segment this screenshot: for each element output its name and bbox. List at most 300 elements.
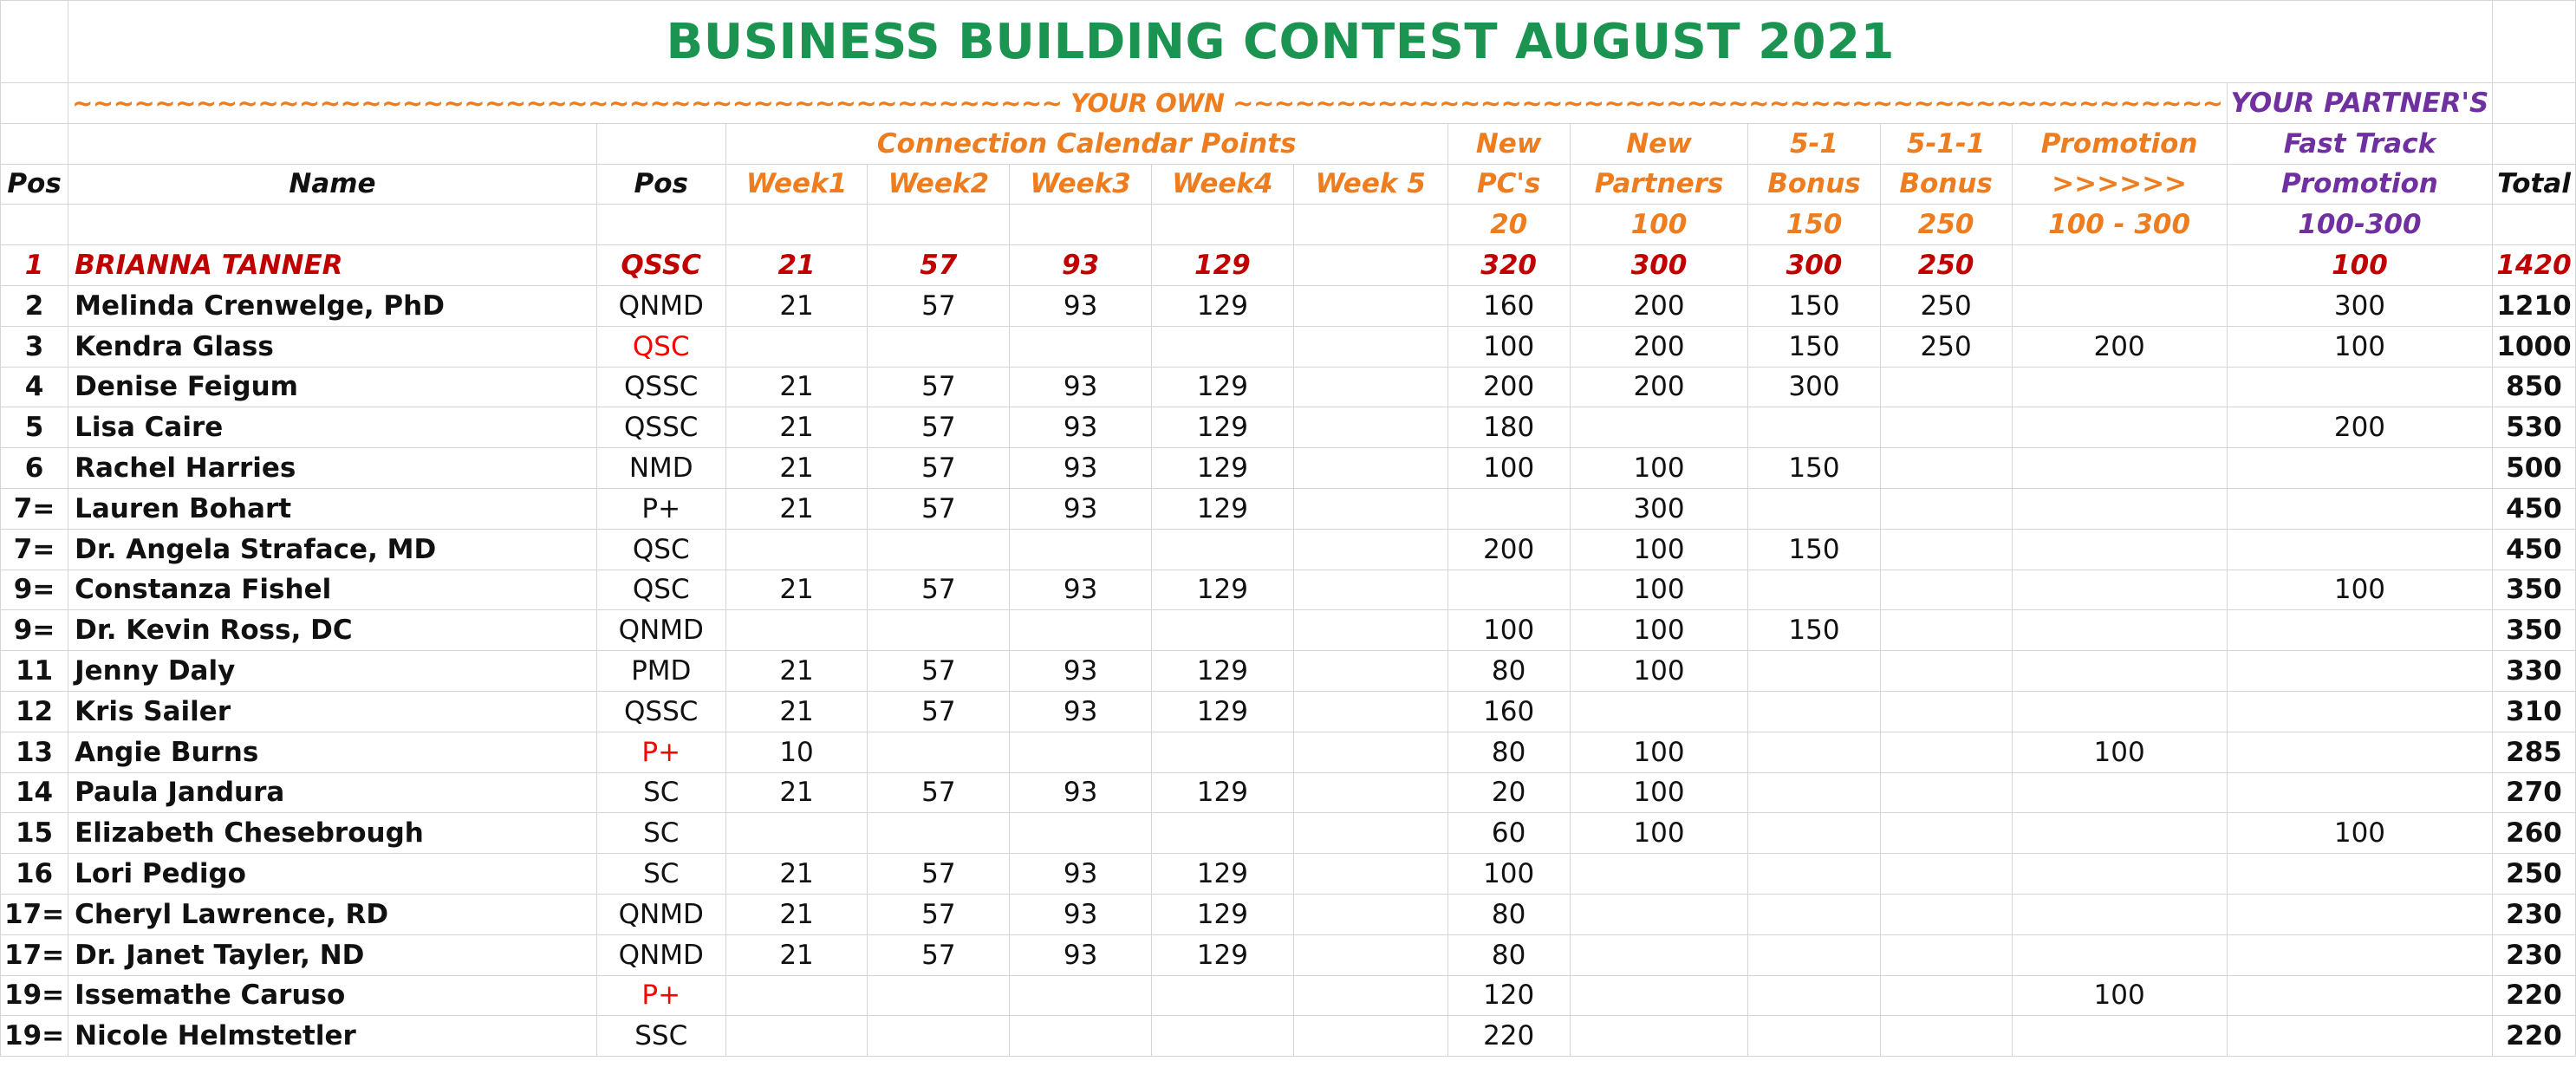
promotion-cell[interactable] [2012,448,2227,489]
bonus-5-1-cell[interactable] [1748,975,1880,1016]
position-cell[interactable]: NMD [596,448,725,489]
promotion-cell[interactable] [2012,1016,2227,1057]
position-cell[interactable]: QSC [596,326,725,367]
name-cell[interactable]: Nicole Helmstetler [68,1016,597,1057]
cell[interactable] [2493,1,2575,83]
promotion-cell[interactable] [2012,610,2227,651]
week1-cell[interactable]: 21 [725,367,868,407]
new-partners-cell[interactable]: 100 [1570,529,1748,570]
name-cell[interactable]: Elizabeth Chesebrough [68,813,597,854]
week5-cell[interactable] [1293,1016,1447,1057]
week4-cell[interactable]: 129 [1152,691,1294,732]
total-cell[interactable]: 500 [2493,448,2575,489]
position-cell[interactable]: SC [596,813,725,854]
bonus-5-1-cell[interactable]: 150 [1748,529,1880,570]
fast-track-cell[interactable] [2227,488,2493,529]
fast-track-cell[interactable] [2227,1016,2493,1057]
fast-track-cell[interactable] [2227,854,2493,895]
week1-cell[interactable] [725,975,868,1016]
new-partners-cell[interactable] [1570,407,1748,448]
bonus-5-1-1-cell[interactable] [1880,732,2012,772]
rank-cell[interactable]: 9= [1,610,68,651]
name-cell[interactable]: Denise Feigum [68,367,597,407]
cell[interactable] [68,123,597,164]
fast-track-cell[interactable] [2227,975,2493,1016]
bonus-5-1-cell[interactable] [1748,691,1880,732]
week5-cell[interactable] [1293,570,1447,610]
week5-cell[interactable] [1293,691,1447,732]
week4-cell[interactable]: 129 [1152,407,1294,448]
total-cell[interactable]: 220 [2493,975,2575,1016]
week4-cell[interactable] [1152,732,1294,772]
week5-cell[interactable] [1293,367,1447,407]
week4-cell[interactable]: 129 [1152,245,1294,286]
week3-cell[interactable]: 93 [1010,894,1152,934]
bonus-5-1-1-cell[interactable] [1880,1016,2012,1057]
fast-track-cell[interactable] [2227,610,2493,651]
cell[interactable] [1010,205,1152,245]
bonus-5-1-cell[interactable] [1748,732,1880,772]
bonus-5-1-1-cell[interactable] [1880,570,2012,610]
new-partners-cell[interactable] [1570,691,1748,732]
week5-cell[interactable] [1293,813,1447,854]
new-pcs-cell[interactable]: 80 [1447,732,1570,772]
cell[interactable] [868,205,1010,245]
bonus-5-1-cell[interactable] [1748,570,1880,610]
name-cell[interactable]: Issemathe Caruso [68,975,597,1016]
week3-cell[interactable]: 93 [1010,854,1152,895]
position-cell[interactable]: QSSC [596,691,725,732]
week3-cell[interactable] [1010,975,1152,1016]
week2-cell[interactable] [868,1016,1010,1057]
bonus-5-1-1-cell[interactable] [1880,407,2012,448]
bonus-5-1-cell[interactable]: 150 [1748,326,1880,367]
week2-cell[interactable] [868,610,1010,651]
position-cell[interactable]: QSC [596,529,725,570]
bonus-5-1-1-cell[interactable] [1880,813,2012,854]
week4-cell[interactable] [1152,1016,1294,1057]
bonus-5-1-1-cell[interactable] [1880,448,2012,489]
week2-cell[interactable]: 57 [868,854,1010,895]
rank-cell[interactable]: 11 [1,651,68,692]
name-cell[interactable]: Rachel Harries [68,448,597,489]
new-pcs-cell[interactable]: 120 [1447,975,1570,1016]
week1-cell[interactable]: 21 [725,934,868,975]
week3-cell[interactable] [1010,732,1152,772]
total-cell[interactable]: 450 [2493,529,2575,570]
total-cell[interactable]: 230 [2493,894,2575,934]
new-partners-cell[interactable]: 300 [1570,488,1748,529]
week1-cell[interactable]: 21 [725,488,868,529]
cell[interactable] [2493,83,2575,124]
new-partners-cell[interactable]: 300 [1570,245,1748,286]
total-cell[interactable]: 450 [2493,488,2575,529]
week4-cell[interactable] [1152,529,1294,570]
total-cell[interactable]: 310 [2493,691,2575,732]
cell[interactable] [1293,205,1447,245]
fast-track-cell[interactable]: 300 [2227,285,2493,326]
week1-cell[interactable]: 21 [725,651,868,692]
fast-track-cell[interactable]: 100 [2227,245,2493,286]
bonus-5-1-1-cell[interactable] [1880,367,2012,407]
cell[interactable] [1,205,68,245]
promotion-cell[interactable] [2012,651,2227,692]
new-pcs-cell[interactable]: 60 [1447,813,1570,854]
new-partners-cell[interactable]: 100 [1570,813,1748,854]
bonus-5-1-1-cell[interactable] [1880,691,2012,732]
new-partners-cell[interactable]: 100 [1570,732,1748,772]
rank-cell[interactable]: 6 [1,448,68,489]
week4-cell[interactable] [1152,975,1294,1016]
bonus-5-1-cell[interactable] [1748,407,1880,448]
rank-cell[interactable]: 17= [1,934,68,975]
week3-cell[interactable]: 93 [1010,448,1152,489]
name-cell[interactable]: Angie Burns [68,732,597,772]
position-cell[interactable]: QNMD [596,285,725,326]
name-cell[interactable]: Lauren Bohart [68,488,597,529]
promotion-cell[interactable] [2012,691,2227,732]
bonus-5-1-cell[interactable] [1748,488,1880,529]
fast-track-cell[interactable] [2227,651,2493,692]
position-cell[interactable]: QNMD [596,894,725,934]
week5-cell[interactable] [1293,488,1447,529]
week1-cell[interactable] [725,610,868,651]
fast-track-cell[interactable] [2227,448,2493,489]
week3-cell[interactable]: 93 [1010,651,1152,692]
name-cell[interactable]: Dr. Kevin Ross, DC [68,610,597,651]
week2-cell[interactable]: 57 [868,570,1010,610]
week4-cell[interactable]: 129 [1152,488,1294,529]
total-cell[interactable]: 250 [2493,854,2575,895]
week1-cell[interactable] [725,326,868,367]
fast-track-cell[interactable] [2227,894,2493,934]
promotion-cell[interactable] [2012,407,2227,448]
rank-cell[interactable]: 9= [1,570,68,610]
new-partners-cell[interactable]: 200 [1570,367,1748,407]
new-pcs-cell[interactable]: 80 [1447,651,1570,692]
cell[interactable] [2493,205,2575,245]
week5-cell[interactable] [1293,975,1447,1016]
position-cell[interactable]: QNMD [596,610,725,651]
new-pcs-cell[interactable]: 160 [1447,285,1570,326]
promotion-cell[interactable]: 200 [2012,326,2227,367]
rank-cell[interactable]: 1 [1,245,68,286]
week3-cell[interactable]: 93 [1010,245,1152,286]
name-cell[interactable]: Constanza Fishel [68,570,597,610]
position-cell[interactable]: P+ [596,975,725,1016]
new-pcs-cell[interactable]: 160 [1447,691,1570,732]
promotion-cell[interactable]: 100 [2012,975,2227,1016]
total-cell[interactable]: 260 [2493,813,2575,854]
fast-track-cell[interactable] [2227,934,2493,975]
bonus-5-1-cell[interactable] [1748,1016,1880,1057]
promotion-cell[interactable] [2012,245,2227,286]
week2-cell[interactable]: 57 [868,772,1010,813]
week5-cell[interactable] [1293,285,1447,326]
position-cell[interactable]: SSC [596,1016,725,1057]
new-partners-cell[interactable] [1570,894,1748,934]
position-cell[interactable]: PMD [596,651,725,692]
rank-cell[interactable]: 14 [1,772,68,813]
new-pcs-cell[interactable]: 180 [1447,407,1570,448]
bonus-5-1-cell[interactable] [1748,934,1880,975]
week3-cell[interactable]: 93 [1010,772,1152,813]
week2-cell[interactable]: 57 [868,245,1010,286]
week5-cell[interactable] [1293,326,1447,367]
new-partners-cell[interactable] [1570,1016,1748,1057]
fast-track-cell[interactable] [2227,772,2493,813]
week5-cell[interactable] [1293,772,1447,813]
cell[interactable] [68,205,597,245]
bonus-5-1-1-cell[interactable] [1880,934,2012,975]
week5-cell[interactable] [1293,854,1447,895]
week1-cell[interactable]: 21 [725,772,868,813]
bonus-5-1-cell[interactable] [1748,772,1880,813]
week2-cell[interactable]: 57 [868,407,1010,448]
cell[interactable] [1,1,68,83]
position-cell[interactable]: SC [596,772,725,813]
week2-cell[interactable]: 57 [868,367,1010,407]
new-partners-cell[interactable]: 200 [1570,285,1748,326]
fast-track-cell[interactable]: 100 [2227,813,2493,854]
position-cell[interactable]: SC [596,854,725,895]
position-cell[interactable]: P+ [596,732,725,772]
week4-cell[interactable]: 129 [1152,570,1294,610]
week1-cell[interactable]: 21 [725,894,868,934]
week3-cell[interactable] [1010,1016,1152,1057]
total-cell[interactable]: 220 [2493,1016,2575,1057]
week5-cell[interactable] [1293,934,1447,975]
week3-cell[interactable]: 93 [1010,691,1152,732]
week4-cell[interactable]: 129 [1152,367,1294,407]
bonus-5-1-1-cell[interactable] [1880,894,2012,934]
new-pcs-cell[interactable]: 220 [1447,1016,1570,1057]
rank-cell[interactable]: 13 [1,732,68,772]
week4-cell[interactable]: 129 [1152,894,1294,934]
week3-cell[interactable] [1010,610,1152,651]
week2-cell[interactable] [868,732,1010,772]
week3-cell[interactable]: 93 [1010,285,1152,326]
new-pcs-cell[interactable]: 100 [1447,854,1570,895]
rank-cell[interactable]: 4 [1,367,68,407]
bonus-5-1-1-cell[interactable]: 250 [1880,285,2012,326]
total-cell[interactable]: 350 [2493,570,2575,610]
cell[interactable] [2493,123,2575,164]
week2-cell[interactable] [868,529,1010,570]
total-cell[interactable]: 330 [2493,651,2575,692]
week2-cell[interactable] [868,813,1010,854]
new-partners-cell[interactable]: 100 [1570,651,1748,692]
week5-cell[interactable] [1293,610,1447,651]
promotion-cell[interactable] [2012,367,2227,407]
new-pcs-cell[interactable]: 80 [1447,934,1570,975]
fast-track-cell[interactable]: 100 [2227,326,2493,367]
week5-cell[interactable] [1293,732,1447,772]
bonus-5-1-1-cell[interactable] [1880,651,2012,692]
week5-cell[interactable] [1293,651,1447,692]
position-cell[interactable]: QSSC [596,367,725,407]
week4-cell[interactable]: 129 [1152,651,1294,692]
cell[interactable] [1152,205,1294,245]
promotion-cell[interactable] [2012,529,2227,570]
new-partners-cell[interactable]: 100 [1570,610,1748,651]
rank-cell[interactable]: 3 [1,326,68,367]
new-partners-cell[interactable]: 200 [1570,326,1748,367]
name-cell[interactable]: Dr. Angela Straface, MD [68,529,597,570]
week1-cell[interactable]: 21 [725,407,868,448]
cell[interactable] [596,123,725,164]
bonus-5-1-cell[interactable] [1748,894,1880,934]
cell[interactable] [725,205,868,245]
week4-cell[interactable] [1152,813,1294,854]
rank-cell[interactable]: 7= [1,529,68,570]
new-pcs-cell[interactable]: 320 [1447,245,1570,286]
bonus-5-1-cell[interactable]: 150 [1748,448,1880,489]
week1-cell[interactable] [725,1016,868,1057]
week2-cell[interactable]: 57 [868,285,1010,326]
rank-cell[interactable]: 12 [1,691,68,732]
week2-cell[interactable] [868,326,1010,367]
position-cell[interactable]: QSSC [596,245,725,286]
rank-cell[interactable]: 5 [1,407,68,448]
new-partners-cell[interactable]: 100 [1570,772,1748,813]
week2-cell[interactable] [868,975,1010,1016]
rank-cell[interactable]: 7= [1,488,68,529]
promotion-cell[interactable]: 100 [2012,732,2227,772]
week5-cell[interactable] [1293,448,1447,489]
position-cell[interactable]: QSSC [596,407,725,448]
new-pcs-cell[interactable] [1447,570,1570,610]
week1-cell[interactable]: 21 [725,854,868,895]
bonus-5-1-1-cell[interactable] [1880,854,2012,895]
bonus-5-1-1-cell[interactable] [1880,488,2012,529]
week1-cell[interactable]: 21 [725,570,868,610]
promotion-cell[interactable] [2012,285,2227,326]
promotion-cell[interactable] [2012,772,2227,813]
week1-cell[interactable] [725,813,868,854]
bonus-5-1-1-cell[interactable] [1880,975,2012,1016]
new-partners-cell[interactable] [1570,934,1748,975]
week5-cell[interactable] [1293,529,1447,570]
name-cell[interactable]: Lori Pedigo [68,854,597,895]
week4-cell[interactable] [1152,610,1294,651]
cell[interactable] [596,205,725,245]
total-cell[interactable]: 230 [2493,934,2575,975]
bonus-5-1-1-cell[interactable] [1880,772,2012,813]
bonus-5-1-cell[interactable]: 150 [1748,610,1880,651]
cell[interactable] [1,83,68,124]
bonus-5-1-cell[interactable]: 300 [1748,367,1880,407]
week3-cell[interactable] [1010,326,1152,367]
bonus-5-1-cell[interactable] [1748,651,1880,692]
week3-cell[interactable]: 93 [1010,367,1152,407]
week3-cell[interactable]: 93 [1010,488,1152,529]
new-pcs-cell[interactable]: 100 [1447,448,1570,489]
name-cell[interactable]: Dr. Janet Tayler, ND [68,934,597,975]
total-cell[interactable]: 285 [2493,732,2575,772]
position-cell[interactable]: QSC [596,570,725,610]
bonus-5-1-1-cell[interactable]: 250 [1880,326,2012,367]
new-pcs-cell[interactable] [1447,488,1570,529]
rank-cell[interactable]: 16 [1,854,68,895]
bonus-5-1-1-cell[interactable] [1880,610,2012,651]
position-cell[interactable]: QNMD [596,934,725,975]
week2-cell[interactable]: 57 [868,894,1010,934]
week4-cell[interactable] [1152,326,1294,367]
week4-cell[interactable]: 129 [1152,448,1294,489]
week3-cell[interactable]: 93 [1010,934,1152,975]
total-cell[interactable]: 270 [2493,772,2575,813]
week1-cell[interactable]: 21 [725,448,868,489]
cell[interactable] [1,123,68,164]
name-cell[interactable]: Cheryl Lawrence, RD [68,894,597,934]
week4-cell[interactable]: 129 [1152,285,1294,326]
promotion-cell[interactable] [2012,813,2227,854]
fast-track-cell[interactable] [2227,367,2493,407]
bonus-5-1-cell[interactable]: 300 [1748,245,1880,286]
total-cell[interactable]: 1000 [2493,326,2575,367]
week5-cell[interactable] [1293,407,1447,448]
promotion-cell[interactable] [2012,488,2227,529]
week1-cell[interactable]: 10 [725,732,868,772]
new-partners-cell[interactable] [1570,854,1748,895]
name-cell[interactable]: Melinda Crenwelge, PhD [68,285,597,326]
rank-cell[interactable]: 2 [1,285,68,326]
week4-cell[interactable]: 129 [1152,772,1294,813]
week3-cell[interactable]: 93 [1010,407,1152,448]
fast-track-cell[interactable]: 100 [2227,570,2493,610]
promotion-cell[interactable] [2012,570,2227,610]
new-pcs-cell[interactable]: 200 [1447,529,1570,570]
fast-track-cell[interactable] [2227,732,2493,772]
promotion-cell[interactable] [2012,934,2227,975]
week3-cell[interactable]: 93 [1010,570,1152,610]
rank-cell[interactable]: 15 [1,813,68,854]
rank-cell[interactable]: 19= [1,1016,68,1057]
week3-cell[interactable] [1010,529,1152,570]
rank-cell[interactable]: 19= [1,975,68,1016]
week1-cell[interactable]: 21 [725,245,868,286]
new-pcs-cell[interactable]: 20 [1447,772,1570,813]
week1-cell[interactable] [725,529,868,570]
total-cell[interactable]: 350 [2493,610,2575,651]
new-pcs-cell[interactable]: 100 [1447,610,1570,651]
fast-track-cell[interactable] [2227,529,2493,570]
week5-cell[interactable] [1293,894,1447,934]
week2-cell[interactable]: 57 [868,448,1010,489]
position-cell[interactable]: P+ [596,488,725,529]
bonus-5-1-cell[interactable]: 150 [1748,285,1880,326]
name-cell[interactable]: Kendra Glass [68,326,597,367]
week5-cell[interactable] [1293,245,1447,286]
new-pcs-cell[interactable]: 100 [1447,326,1570,367]
name-cell[interactable]: Lisa Caire [68,407,597,448]
new-partners-cell[interactable]: 100 [1570,570,1748,610]
week1-cell[interactable]: 21 [725,285,868,326]
week1-cell[interactable]: 21 [725,691,868,732]
new-pcs-cell[interactable]: 200 [1447,367,1570,407]
name-cell[interactable]: Jenny Daly [68,651,597,692]
new-partners-cell[interactable]: 100 [1570,448,1748,489]
week3-cell[interactable] [1010,813,1152,854]
week2-cell[interactable]: 57 [868,488,1010,529]
promotion-cell[interactable] [2012,894,2227,934]
week2-cell[interactable]: 57 [868,651,1010,692]
name-cell[interactable]: Paula Jandura [68,772,597,813]
rank-cell[interactable]: 17= [1,894,68,934]
fast-track-cell[interactable]: 200 [2227,407,2493,448]
bonus-5-1-1-cell[interactable]: 250 [1880,245,2012,286]
